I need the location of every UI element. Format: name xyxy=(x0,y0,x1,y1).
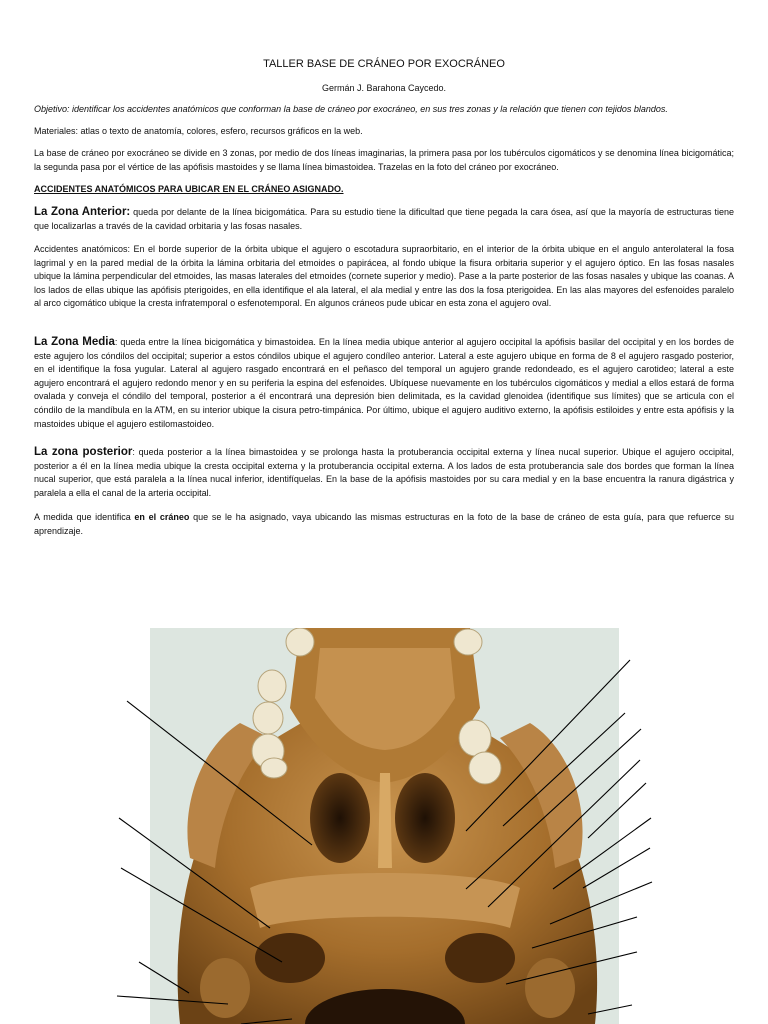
anterior-text: queda por delante de la línea bicigomática. Para su estudio tiene la dificultad que tiene pegada la cara ósea, así que la mayoría de estructuras tiene que localizarlas a través de la cavidad orbitaria y las fosas nasales. xyxy=(34,207,734,231)
materials-paragraph: Materiales: atlas o texto de anatomía, colores, esfero, recursos gráficos en la web. xyxy=(34,126,363,136)
posterior-text: : queda posterior a la línea bimastoidea y se prolonga hasta la protuberancia occipital externa y línea nucal superior. Ubique el agujero occipital, posterior a él en la línea media ubique la cresta occipital externa y la protuberancia occipital externa. A los lados de esta protuberancia sale dos bordes que forman la línea nucal superior, que está paralela a la línea nucal inferior, identifíquelas. En la base de la apófisis mastoides por su cara medial y en la base encuentra la ranura digástrica y paralela a ella el canal de la arteria occipital. xyxy=(34,447,734,498)
media-title: La Zona Media xyxy=(34,336,115,348)
closing-text-pre: A medida que identifica xyxy=(34,512,135,522)
anterior-details-paragraph: Accidentes anatómicos: En el borde superior de la órbita ubique el agujero o escotadura supraorbitario, en el interior de la órbita ubique en el angulo anterolateral la fosa lagrimal y en la pared medial de la órbita la lámina orbitaria del etmoides o papirácea, al fondo ubique la fisura orbitaria superior y el agujero óptico. En las fosas nasales ubique la lámina perpendicular del etmoides, las masas laterales del etmoides (cornete superior y medio). Pase a la parte posterior de las fosas nasales y ubique las coanas. A los lados de ellas ubique las apófisis pterigoides, en ella identifique el ala lateral, el ala medial y entre las dos la fosa pterigoidea. En las alas mayores del esfenoides paralelo al arco cigomático ubique la cresta infratemporal o esfenotemporal. En algunos cráneos pude ubicar en esta zona el agujero oval. xyxy=(34,244,734,309)
objective-paragraph: Objetivo: identificar los accidentes anatómicos que conforman la base de cráneo por exocráneo, en sus tres zonas y la relación que tienen con tejidos blandos. xyxy=(34,104,668,114)
posterior-title: La zona posterior xyxy=(34,446,133,458)
media-text: : queda entre la línea bicigomática y bimastoidea. En la línea media ubique anterior al agujero occipital la apófisis basilar del occipital y en los bordes de este agujero los cóndilos del occipital; superior a estos cóndilos ubique el agujero condíleo anterior. Lateral a este agujero ubique en forma de 8 el agujero rasgado posterior, en el identifique la fosa yugular. Lateral al agujero rasgado encontrará en el peñasco del temporal un agujero grande redondeado, es el agujero carotideo; lateral a este agujero encontrará el agujero redondo menor y en su periferia la espina del esfenoides. Ubíquese nuevamente en los tubérculos cigomáticos y medial a ellos estará de forma ovalada y conveja el cóndilo del temporal, posterior a él encontrará una depresión bien delimitada, es la cavidad glenoidea (identifique sus límites) que se articula con el cóndilo de la mandíbula en la ATM, en su interior ubique la cisura petro-timpánica. Por último, ubique el agujero auditivo externo, la apófisis estiloides y entre esta apófisis y la mastoides ubique el agujero estilomastoideo. xyxy=(34,337,734,429)
closing-text-post: que se le ha asignado, vaya ubicando las mismas estructuras en la foto de la base de cráneo de esta guía, para que refuerce su aprendizaje. xyxy=(34,512,734,536)
closing-text-bold: en el cráneo xyxy=(134,512,190,522)
document-title: TALLER BASE DE CRÁNEO POR EXOCRÁNEO xyxy=(263,58,505,70)
author-line: Germán J. Barahona Caycedo. xyxy=(321,83,447,93)
intro-paragraph: La base de cráneo por exocráneo se divide en 3 zonas, por medio de dos líneas imaginarias, la primera pasa por los tubérculos cigomáticos y se denomina línea bicigomática; la segunda pasa por el vértice de las apófisis mastoides y se llama línea bimastoidea. Trazelas en la foto del cráneo por exocráneo. xyxy=(34,148,734,172)
section-heading: ACCIDENTES ANATÓMICOS PARA UBICAR EN EL CRÁNEO ASIGNADO. xyxy=(34,184,344,194)
anterior-title: La Zona Anterior: xyxy=(34,206,131,218)
